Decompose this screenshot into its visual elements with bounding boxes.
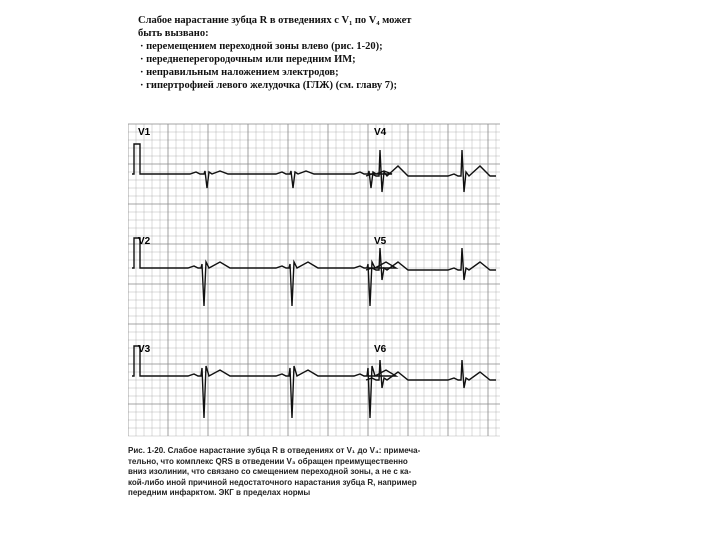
cause-item: · перемещением переходной зоны влево (рис. 1-20); xyxy=(140,41,383,52)
figure-label: Рис. 1-20. xyxy=(128,446,166,455)
cause-list xyxy=(138,40,510,92)
caption-line-2: тельно, что комплекс QRS в отведении V₃ обращен преимущественно xyxy=(128,456,408,466)
lead-label-v2: V2 xyxy=(138,236,151,247)
intro-text xyxy=(138,14,510,92)
lead-label-v4: V4 xyxy=(374,127,387,138)
cause-item: · неправильным наложением электродов; xyxy=(140,67,339,78)
caption-line-5: передним инфарктом. ЭКГ в пределах нормы xyxy=(128,488,311,497)
caption-line-1 xyxy=(128,446,506,457)
ecg-figure xyxy=(128,118,500,440)
cause-item: · переднеперегородочным или передним ИМ; xyxy=(140,54,356,65)
figure-caption xyxy=(128,446,506,499)
lead-label-v3: V3 xyxy=(138,344,151,355)
caption-line-4: кой-либо иной причиной недостаточного нарастания зубца R, например xyxy=(128,477,417,487)
lead-label-v6: V6 xyxy=(374,344,387,355)
intro-title-line-2: быть вызвано: xyxy=(138,28,209,39)
caption-text-1: Слабое нарастание зубца R в отведениях от V₁ до V₄: примеча- xyxy=(167,446,421,455)
lead-label-v1: V1 xyxy=(138,127,151,138)
caption-line-3: вниз изолинии, что связано со смещением переходной зоны, а не с ка- xyxy=(128,467,412,476)
lead-label-v5: V5 xyxy=(374,236,387,247)
intro-title-line-1: Слабое нарастание зубца R в отведениях с V₁ по V₄ может xyxy=(138,15,412,26)
cause-item: · гипертрофией левого желудочка (ГЛЖ) (см. главу 7); xyxy=(140,80,398,91)
